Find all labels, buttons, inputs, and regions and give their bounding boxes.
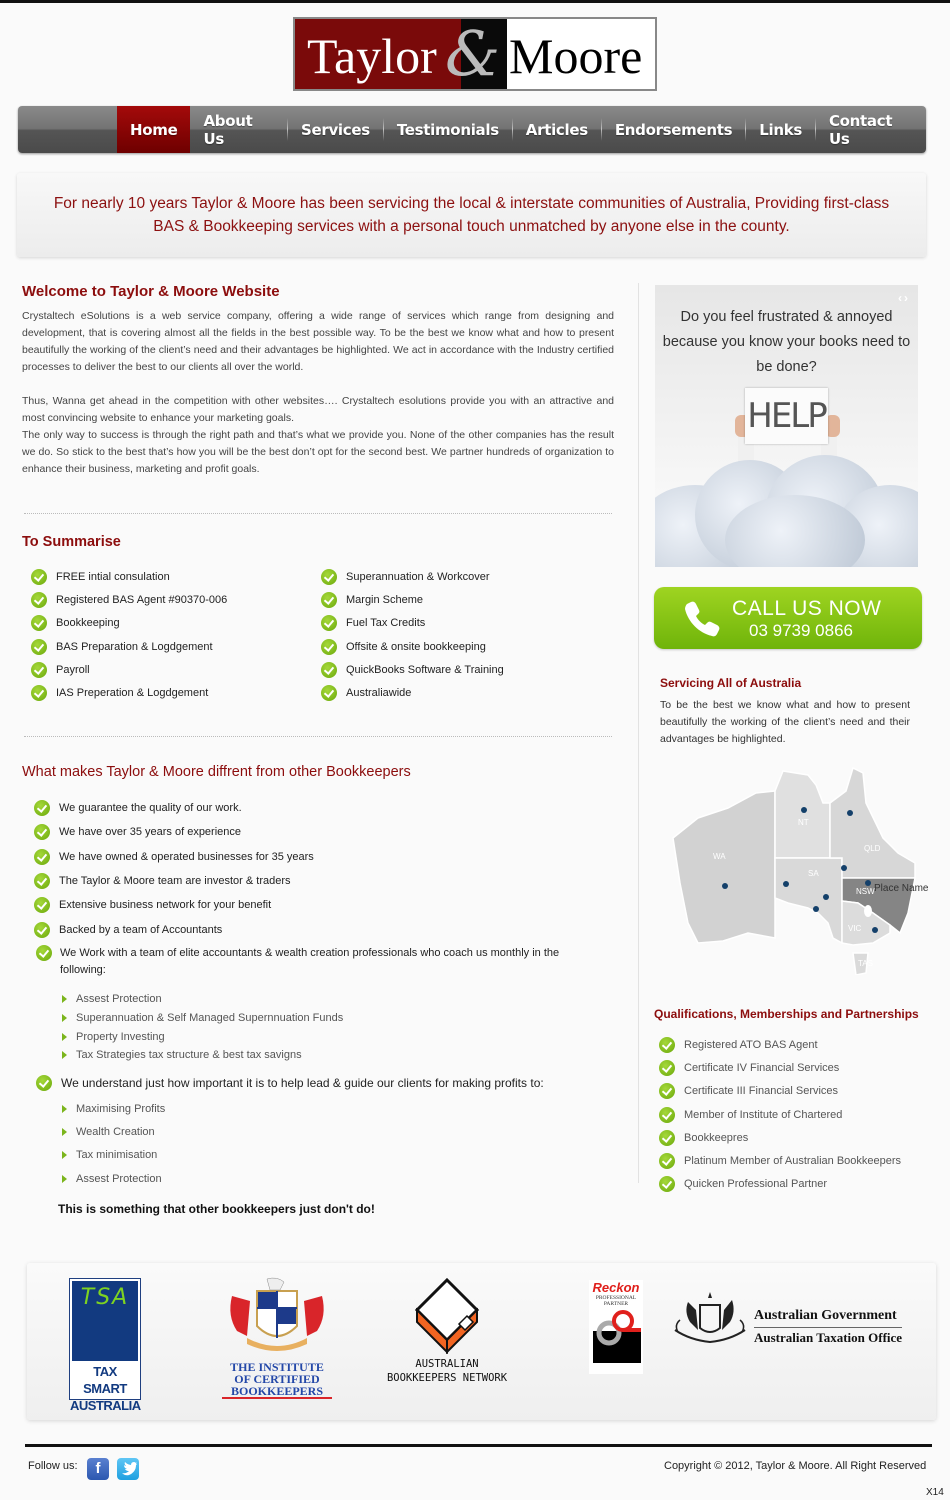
logo-australian-taxation-office[interactable]: Australian Government Australian Taxation Office [670,1290,920,1352]
nav-services[interactable]: Services [300,120,370,139]
logo-institute-certified-bookkeepers[interactable]: THE INSTITUTE OF CERTIFIED BOOKKEEPERS [222,1276,332,1402]
australia-map[interactable] [668,763,930,975]
svg-text:SA: SA [808,869,819,878]
check-icon [659,1153,675,1169]
slider-next-button[interactable]: › [904,291,910,305]
location-marker [801,807,807,813]
arrow-right-icon [62,1033,67,1041]
check-icon [34,897,50,913]
guide-item [36,1071,616,1094]
check-icon [31,592,47,608]
list-item: FREE intial consulation [31,565,311,588]
check-icon [34,849,50,865]
list-item: We Work with a team of elite accountants & wealth creation professionals who coach us monthly in the following: [34,945,594,979]
list-item: The Taylor & Moore team are investor & traders [34,869,594,893]
call-label: CALL US NOW [732,597,882,620]
list-item: Australiawide [321,681,611,704]
different-heading: What makes Taylor & Moore diffrent from other Bookkeepers [22,764,411,780]
check-icon [659,1060,675,1076]
phone-number: 03 9739 0866 [749,621,853,640]
arrow-right-icon [62,1128,67,1136]
welcome-body [22,308,614,478]
list-item: Wealth Creation [62,1120,165,1143]
list-item: We understand just how important it is to help lead & guide our clients for making profits to: [36,1071,616,1094]
list-item: Backed by a team of Accountants [34,917,594,941]
check-icon [36,945,52,961]
abn-diamond-icon [413,1278,481,1354]
summarise-heading: To Summarise [22,534,121,550]
check-icon [321,615,337,631]
nav-home[interactable]: Home [117,106,190,153]
logo-reckon-partner[interactable]: Reckon PROFESSIONAL PARTNER [589,1280,643,1374]
check-icon [31,639,47,655]
arrow-right-icon [62,1151,67,1159]
list-item: Tax minimisation [62,1144,165,1167]
list-item: Superannuation & Self Managed Supernnuation Funds [62,1009,343,1028]
site-logo[interactable] [293,17,657,91]
list-item: Superannuation & Workcover [321,565,611,588]
closing-statement: This is something that other bookkeepers just don't do! [58,1202,375,1216]
list-item: Registered BAS Agent #90370-006 [31,588,311,611]
check-icon [36,1075,52,1091]
welcome-paragraph-1: Crystaltech eSolutions is a web service company, offering a wide range of services which range from designing and development, that is covering almost all the fields in the best possible way. To be the best we know what and how to present beautifully the working of the client’s need and their advantages be highlighted. We act in accordance with the Industry certified processes to deliver the best to our clients all over the world. [22,310,614,373]
twitter-icon[interactable] [117,1458,139,1480]
check-icon [659,1130,675,1146]
footer-divider [25,1444,932,1447]
list-item: Assest Protection [62,990,343,1009]
welcome-heading: Welcome to Taylor & Moore Website [22,283,280,300]
list-item: Tax Strategies tax structure & best tax savigns [62,1046,343,1065]
list-item: Bookkeepres [659,1126,929,1149]
svg-text:TAS: TAS [858,959,873,968]
summarise-list-left [31,565,311,705]
crest-icon [222,1276,332,1356]
phone-icon [682,599,722,639]
call-us-button[interactable] [654,587,922,649]
list-item: Bookkeeping [31,612,311,635]
nav-articles[interactable]: Articles [525,120,588,139]
list-item: We guarantee the quality of our work. [34,796,594,820]
check-icon [659,1037,675,1053]
list-item: Margin Scheme [321,588,611,611]
location-marker [813,906,819,912]
logo-text-moore: Moore [509,28,643,84]
check-icon [321,592,337,608]
intro-banner [17,173,926,257]
list-item: Assest Protection [62,1167,165,1190]
list-item: Quicken Professional Partner [659,1173,929,1196]
check-icon [321,639,337,655]
servicing-heading: Servicing All of Australia [660,676,802,690]
state-wa [673,791,775,943]
list-item: We have over 35 years of experience [34,820,594,844]
list-item: Certificate III Financial Services [659,1080,929,1103]
svg-text:NT: NT [798,818,809,827]
location-marker [783,881,789,887]
check-icon [34,922,50,938]
list-item: Certificate IV Financial Services [659,1056,929,1079]
list-item: We have owned & operated businesses for 35 years [34,845,594,869]
welcome-paragraph-3: The only way to success is through the right path and that’s what we provide you. None of the other companies has the result we do. So stick to the best that’s how you will be the best don’t opt for the second best. We partner hundreds of organization to enhance their business, marketing and profit goals. [22,429,614,475]
section-divider [24,736,612,737]
location-marker [847,810,853,816]
check-icon [321,662,337,678]
list-item: IAS Preperation & Logdgement [31,681,311,704]
location-marker [823,894,829,900]
check-icon [34,824,50,840]
list-item: Fuel Tax Credits [321,612,611,635]
column-divider [638,283,639,1183]
guide-sublist [62,1097,165,1190]
location-marker [841,865,847,871]
state-nt [775,771,830,858]
check-icon [31,685,47,701]
nav-testimonials[interactable]: Testimonials [396,120,499,139]
facebook-icon[interactable]: f [87,1458,109,1480]
svg-text:VIC: VIC [848,924,862,933]
logo-ampersand: & [445,17,501,90]
list-item: Registered ATO BAS Agent [659,1033,929,1056]
reckon-mark-icon [589,1307,643,1363]
help-sign: HELP [745,388,828,444]
welcome-paragraph-2: Thus, Wanna get ahead in the competition with other websites…. Crystaltech esolutions provide you with an attractive and most convincing website to enhance your marketing goals. [22,395,614,424]
nav-about-us[interactable]: About Us [203,111,253,148]
check-icon [34,800,50,816]
list-item: Extensive business network for your benefit [34,893,594,917]
promo-slider[interactable] [655,285,918,567]
qualifications-list [659,1033,929,1196]
page-code: X14 [926,1487,944,1498]
check-icon [31,569,47,585]
check-icon [659,1083,675,1099]
list-item: Platinum Member of Australian Bookkeepers [659,1149,929,1172]
logo-text-taylor: Taylor [307,28,437,84]
arrow-right-icon [62,1105,67,1113]
state-qld [830,768,915,878]
check-icon [659,1176,675,1192]
arrow-right-icon [62,1051,67,1059]
svg-text:WA: WA [713,852,726,861]
servicing-text: To be the best we know what and how to present beautifully the working of the client’s need and their advantages be highlighted. [660,699,910,745]
nav-contact-us[interactable]: Contact Us [828,111,893,148]
coach-sublist [62,990,343,1065]
svg-text:NSW: NSW [856,887,875,896]
list-item: BAS Preparation & Logdgement [31,635,311,658]
nav-endorsements[interactable]: Endorsements [614,120,733,139]
location-marker [872,927,878,933]
list-item: QuickBooks Software & Training [321,658,611,681]
place-name-label: Place Name [874,883,929,894]
list-item: Payroll [31,658,311,681]
section-divider [24,513,612,514]
qualifications-heading: Qualifications, Memberships and Partnerships [654,1007,919,1021]
copyright-text: Copyright © 2012, Taylor & Moore. All Right Reserved [664,1460,927,1472]
location-marker [865,880,871,886]
logo-tax-smart-australia[interactable]: TSA TAX SMART AUSTRALIA [69,1278,141,1400]
arrow-right-icon [62,1014,67,1022]
check-icon [31,615,47,631]
svg-text:QLD: QLD [864,844,881,853]
arrow-right-icon [62,1175,67,1183]
check-icon [321,685,337,701]
check-icon [34,873,50,889]
list-item: Property Investing [62,1027,343,1046]
check-icon [31,662,47,678]
nav-links[interactable]: Links [759,120,803,139]
list-item: Maximising Profits [62,1097,165,1120]
slider-prev-button[interactable]: ‹ [898,291,904,305]
location-marker [722,883,728,889]
partner-logos [27,1263,936,1420]
check-icon [321,569,337,585]
follow-us-label: Follow us: [28,1460,78,1472]
summarise-list-right [321,565,611,705]
different-list [34,796,594,979]
logo-australian-bookkeepers-network[interactable]: AUSTRALIAN BOOKKEEPERS NETWORK [377,1278,517,1388]
list-item: Offsite & onsite bookkeeping [321,635,611,658]
check-icon [659,1107,675,1123]
slider-controls [898,291,910,305]
main-nav [18,106,926,153]
promo-question: Do you feel frustrated & annoyed because you know your books need to be done? [662,309,911,375]
list-item: Member of Institute of Chartered [659,1103,929,1126]
intro-text: For nearly 10 years Taylor & Moore has been servicing the local & interstate communities of Australia, Providing first-class BAS & Bookkeeping services with a personal touch unmatched by anyone else in the county. [53,195,890,235]
coat-of-arms-icon [670,1290,750,1350]
arrow-right-icon [62,995,67,1003]
